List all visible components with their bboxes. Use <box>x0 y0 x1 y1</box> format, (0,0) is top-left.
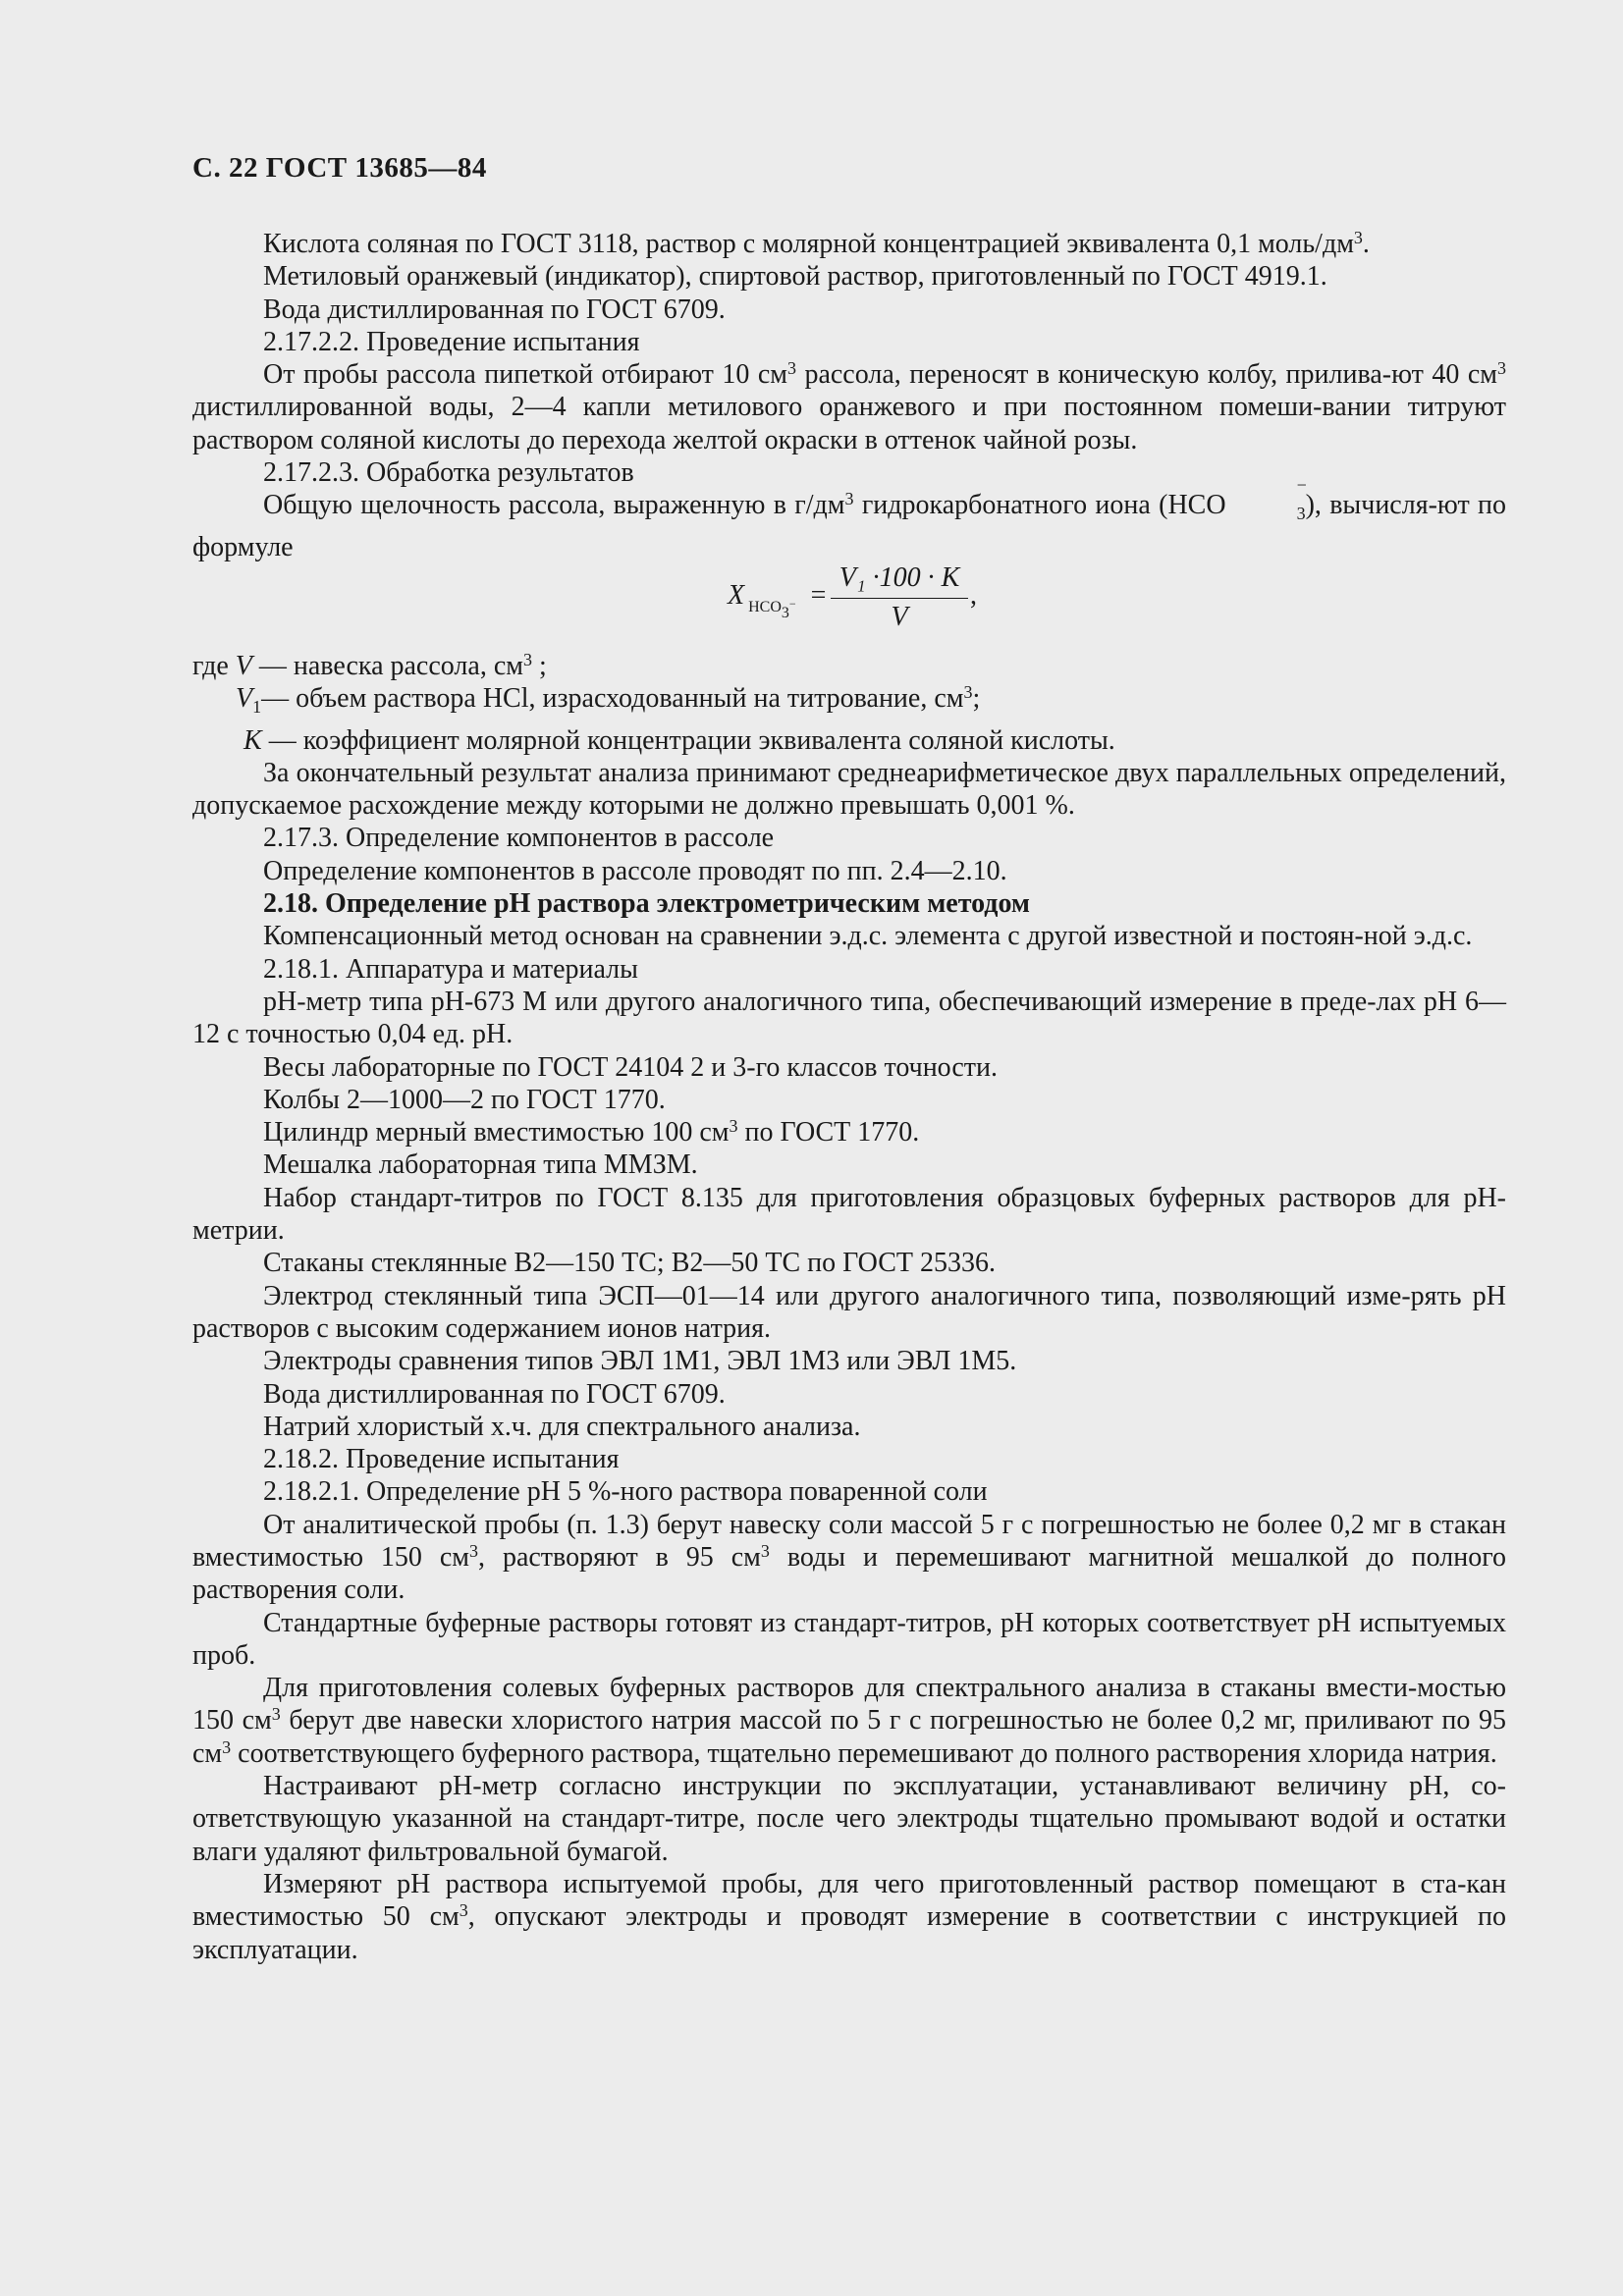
paragraph: Компенсационный метод основан на сравнении э.д.с. элемента с другой известной и постоян-ной э.д.с. <box>263 921 1473 952</box>
paragraph: Стаканы стеклянные В2—150 ТС; В2—50 ТС по ГОСТ 25336. <box>263 1248 996 1279</box>
paragraph: Натрий хлористый х.ч. для спектрального анализа. <box>263 1411 861 1442</box>
paragraph: Настраивают pH-метр согласно инструкции по эксплуатации, устанавливают величину pH, со-ответствующую указанной на стандарт-титре, после чего электроды тщательно промывают водой и остатки влаги удаляют фильтровальной бумагой. <box>192 1771 1506 1867</box>
section-title: 2.18. Определение pH раствора электрометрическим методом <box>263 888 1030 920</box>
section-heading: 2.17.2.2. Проведение испытания <box>263 326 640 357</box>
paragraph: Набор стандарт-титров по ГОСТ 8.135 для приготовления образцовых буферных растворов для pH-метрии. <box>192 1182 1506 1247</box>
document-body <box>192 228 1506 1966</box>
formula-denominator: V <box>891 601 908 632</box>
section-heading: 2.17.3. Определение компонентов в рассоле <box>263 823 775 854</box>
paragraph: Стандартные буферные растворы готовят из стандарт-титров, pH которых соответствует pH испытуемых проб. <box>192 1607 1506 1671</box>
formula-numerator: V₁ ·100 · K <box>839 561 960 593</box>
paragraph: Цилиндр мерный вместимостью 100 $см^3$ по ГОСТ 1770. <box>263 1116 920 1148</box>
paragraph: За окончательный результат анализа принимают среднеарифметическое двух параллельных определений, допускаемое расхождение между которыми не должно превышать 0,001 %. <box>192 757 1506 822</box>
paragraph: Мешалка лабораторная типа ММЗМ. <box>263 1149 698 1181</box>
section-heading: 2.18.1. Аппаратура и материалы <box>263 953 638 985</box>
paragraph: Электроды сравнения типов ЭВЛ 1М1, ЭВЛ 1М3 или ЭВЛ 1М5. <box>263 1346 1017 1377</box>
paragraph: Вода дистиллированная по ГОСТ 6709. <box>263 1378 726 1410</box>
fraction-bar <box>831 598 968 600</box>
paragraph: Общую щелочность рассола, выраженную в $г/дм^3$ гидрокарбонатного иона (НСО − $_3$), вычисля-ют по формуле <box>192 475 1506 562</box>
page-header: С. 22 ГОСТ 13685—84 <box>192 152 487 184</box>
section-heading: 2.18.2. Проведение испытания <box>263 1444 620 1475</box>
paragraph: Вода дистиллированная по ГОСТ 6709. <box>263 294 726 325</box>
definition: $V_1—$ объем раствора HCl, израсходованный на титрование, $см^3$; <box>236 682 981 718</box>
paragraph: Колбы 2—1000—2 по ГОСТ 1770. <box>263 1084 666 1115</box>
definition: где V — навеска рассола, $см^3$ ; <box>192 649 547 681</box>
section-heading: 2.17.2.3. Обработка результатов <box>263 457 634 489</box>
formula-comma: , <box>970 579 977 611</box>
paragraph: От пробы рассола пипеткой отбирают 10 $см^3$ рассола, переносят в коническую колбу, прилива-ют 40 $см^3$ дистиллированной воды, 2—4 капли метилового оранжевого и при постоянном помеши-вании титруют раствором соляной кислоты до перехода желтой окраски в оттенок чайной розы. <box>192 358 1506 455</box>
paragraph: Кислота соляная по ГОСТ 3118, раствор с молярной концентрацией эквивалента 0,1 моль/$дм^3$. <box>263 228 1370 259</box>
section-heading: 2.18.2.1. Определение pH 5 %-ного раствора поваренной соли <box>263 1476 988 1508</box>
definition: K — коэффициент молярной концентрации эквивалента соляной кислоты. <box>243 724 1115 756</box>
paragraph: pH-метр типа pH-673 М или другого аналогичного типа, обеспечивающий измерение в преде-лах pH 6—12 с точностью 0,04 ед. pH. <box>192 986 1506 1050</box>
paragraph: Электрод стеклянный типа ЭСП—01—14 или другого аналогичного типа, позволяющий изме-рять pH растворов с высоким содержанием ионов натрия. <box>192 1280 1506 1344</box>
paragraph: Определение компонентов в рассоле проводят по пп. 2.4—2.10. <box>263 855 1007 886</box>
paragraph: Для приготовления солевых буферных растворов для спектрального анализа в стаканы вмести-мостью 150 $см^3$ берут две навески хлористого натрия массой по 5 г с погрешностью не более 0,2 мг, приливают по 95 $см^3$ соответствующего буферного раствора, тщательно перемешивают до полного растворения хлорида натрия. <box>192 1673 1506 1769</box>
paragraph: От аналитической пробы (п. 1.3) берут навеску соли массой 5 г с погрешностью не более 0,2 мг в стакан вместимостью 150 $см^3$, растворяют в 95 $см^3$ воды и перемешивают магнитной мешалкой до полного растворения соли. <box>192 1509 1506 1606</box>
formula <box>192 561 1506 644</box>
paragraph: Весы лабораторные по ГОСТ 24104 2 и 3-го классов точности. <box>263 1051 999 1083</box>
paragraph: Измеряют pH раствора испытуемой пробы, для чего приготовленный раствор помещают в ста-кан вместимостью 50 $см^3$, опускают электроды и проводят измерение в соответствии с инструкцией по эксплуатации. <box>192 1868 1506 1965</box>
formula-lhs: X $_{HCO3^-}$ = <box>728 579 827 621</box>
paragraph: Метиловый оранжевый (индикатор), спиртовой раствор, приготовленный по ГОСТ 4919.1. <box>263 261 1327 293</box>
